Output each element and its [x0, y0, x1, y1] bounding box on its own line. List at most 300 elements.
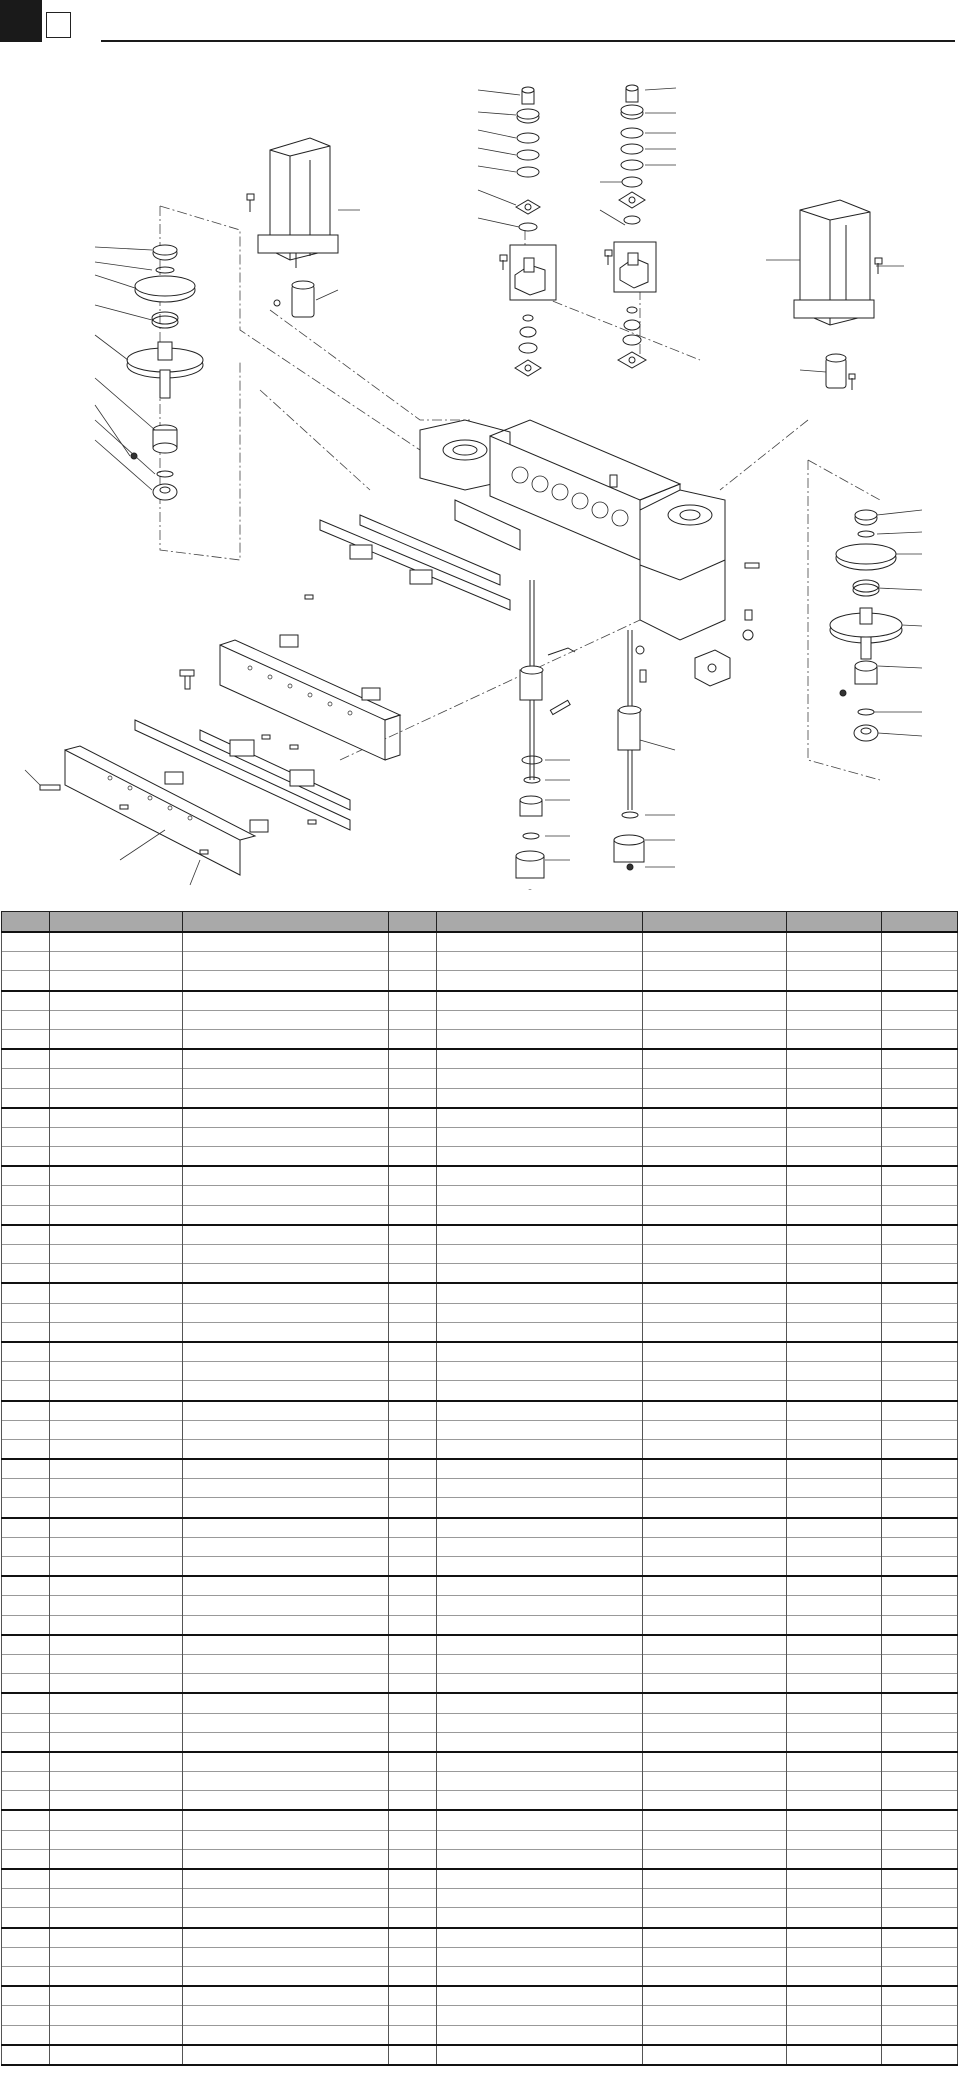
table-row — [2, 1693, 958, 1713]
table-cell — [389, 1303, 437, 1322]
main-housing-block-icon — [420, 420, 725, 640]
table-cell — [2, 1537, 50, 1556]
table-cell — [389, 2006, 437, 2025]
table-cell — [882, 1732, 958, 1752]
table-cell — [882, 1889, 958, 1908]
table-row — [2, 1732, 958, 1752]
table-cell — [437, 1264, 643, 1284]
table-cell — [787, 1127, 882, 1146]
table-cell — [183, 1479, 389, 1498]
table-row — [2, 1205, 958, 1225]
table-row — [2, 1049, 958, 1069]
table-cell — [183, 1889, 389, 1908]
table-cell — [183, 1088, 389, 1108]
table-cell — [183, 1439, 389, 1459]
table-cell — [389, 1537, 437, 1556]
table-cell — [50, 1381, 183, 1401]
table-row — [2, 1869, 958, 1889]
table-cell — [2, 1713, 50, 1732]
table-cell — [787, 1479, 882, 1498]
table-cell — [787, 1518, 882, 1538]
table-cell — [643, 1127, 787, 1146]
table-row — [2, 1245, 958, 1264]
table-cell — [882, 1283, 958, 1303]
table-cell — [787, 1654, 882, 1673]
table-cell — [882, 1264, 958, 1284]
table-cell — [183, 1166, 389, 1186]
table-cell — [2, 1264, 50, 1284]
table-cell — [389, 1322, 437, 1342]
table-cell — [2, 1947, 50, 1966]
table-row — [2, 1088, 958, 1108]
table-row — [2, 2006, 958, 2025]
table-cell — [882, 991, 958, 1011]
table-cell — [882, 1869, 958, 1889]
table-cell — [437, 1303, 643, 1322]
table-cell — [183, 1693, 389, 1713]
table-cell — [882, 1088, 958, 1108]
table-cell — [882, 1245, 958, 1264]
right-servo-motor-icon — [794, 200, 882, 390]
table-cell — [2, 1986, 50, 2006]
table-cell — [389, 1108, 437, 1128]
table-cell — [389, 991, 437, 1011]
table-cell — [389, 1732, 437, 1752]
table-cell — [643, 1849, 787, 1869]
table-cell — [882, 1713, 958, 1732]
right-ball-screw-icon — [614, 630, 644, 870]
table-cell — [643, 1264, 787, 1284]
table-cell — [787, 1869, 882, 1889]
table-cell — [787, 1947, 882, 1966]
table-row — [2, 1479, 958, 1498]
table-cell — [437, 1439, 643, 1459]
table-row — [2, 932, 958, 952]
table-cell — [437, 1108, 643, 1128]
table-cell — [389, 1928, 437, 1948]
table-cell — [787, 1049, 882, 1069]
table-cell — [437, 1810, 643, 1830]
table-cell — [437, 1537, 643, 1556]
table-cell — [437, 1674, 643, 1694]
table-cell — [437, 2025, 643, 2045]
table-cell — [2, 1362, 50, 1381]
table-cell — [50, 1518, 183, 1538]
table-cell — [437, 1928, 643, 1948]
table-cell — [882, 1752, 958, 1772]
table-cell — [437, 1557, 643, 1577]
table-cell — [437, 1029, 643, 1049]
table-cell — [50, 1147, 183, 1167]
table-cell — [643, 1322, 787, 1342]
table-cell — [50, 1029, 183, 1049]
table-row — [2, 1557, 958, 1577]
table-cell — [882, 952, 958, 971]
table-cell — [882, 1049, 958, 1069]
table-row — [2, 1303, 958, 1322]
table-cell — [643, 1498, 787, 1518]
table-cell — [643, 1615, 787, 1635]
table-cell — [389, 2025, 437, 2045]
table-cell — [882, 1791, 958, 1811]
table-cell — [2, 1010, 50, 1029]
table-cell — [437, 1049, 643, 1069]
column-header — [787, 912, 882, 933]
parts-list-table — [1, 911, 958, 2066]
table-cell — [389, 1791, 437, 1811]
table-cell — [437, 1752, 643, 1772]
table-cell — [643, 1889, 787, 1908]
table-cell — [787, 1849, 882, 1869]
table-cell — [437, 2045, 643, 2065]
table-cell — [437, 1342, 643, 1362]
table-cell — [183, 1947, 389, 1966]
table-cell — [643, 1166, 787, 1186]
table-cell — [787, 1420, 882, 1439]
table-cell — [437, 1615, 643, 1635]
table-cell — [2, 1401, 50, 1421]
table-cell — [643, 1986, 787, 2006]
table-cell — [183, 1342, 389, 1362]
table-cell — [183, 1966, 389, 1986]
table-cell — [787, 1772, 882, 1791]
table-cell — [50, 1420, 183, 1439]
table-cell — [643, 1908, 787, 1928]
table-cell — [437, 1459, 643, 1479]
table-cell — [183, 1245, 389, 1264]
table-cell — [183, 2006, 389, 2025]
table-cell — [50, 1245, 183, 1264]
table-row — [2, 1849, 958, 1869]
right-spindle-stack-icon — [830, 510, 902, 741]
table-cell — [2, 1245, 50, 1264]
table-cell — [882, 1966, 958, 1986]
table-cell — [882, 932, 958, 952]
table-cell — [2, 1693, 50, 1713]
table-cell — [787, 1459, 882, 1479]
table-cell — [787, 1674, 882, 1694]
table-cell — [882, 1147, 958, 1167]
table-cell — [50, 1635, 183, 1655]
table-cell — [437, 1713, 643, 1732]
table-cell — [882, 2045, 958, 2065]
table-cell — [50, 1362, 183, 1381]
table-cell — [437, 1498, 643, 1518]
table-cell — [183, 1010, 389, 1029]
table-cell — [183, 1362, 389, 1381]
table-cell — [389, 1557, 437, 1577]
table-cell — [50, 1342, 183, 1362]
table-cell — [50, 2045, 183, 2065]
table-cell — [882, 1166, 958, 1186]
table-cell — [389, 1283, 437, 1303]
table-cell — [437, 1830, 643, 1849]
table-cell — [643, 932, 787, 952]
table-cell — [787, 1928, 882, 1948]
table-cell — [389, 1596, 437, 1615]
table-cell — [2, 1966, 50, 1986]
table-cell — [437, 1869, 643, 1889]
table-cell — [787, 2025, 882, 2045]
table-cell — [643, 1186, 787, 1205]
table-cell — [2, 1439, 50, 1459]
table-cell — [787, 1791, 882, 1811]
table-cell — [50, 1186, 183, 1205]
table-cell — [183, 932, 389, 952]
right-center-spindle-stack-icon — [605, 85, 656, 368]
table-cell — [183, 1596, 389, 1615]
table-cell — [882, 1108, 958, 1128]
table-cell — [643, 2045, 787, 2065]
table-cell — [183, 1576, 389, 1596]
table-cell — [437, 1518, 643, 1538]
table-cell — [389, 1479, 437, 1498]
table-cell — [437, 2006, 643, 2025]
table-cell — [50, 1166, 183, 1186]
table-cell — [2, 952, 50, 971]
table-cell — [183, 1069, 389, 1088]
table-cell — [882, 1674, 958, 1694]
table-cell — [787, 1498, 882, 1518]
table-cell — [389, 1518, 437, 1538]
center-spindle-stack-icon — [500, 87, 556, 376]
table-cell — [183, 2045, 389, 2065]
table-cell — [50, 1283, 183, 1303]
table-cell — [882, 1322, 958, 1342]
table-cell — [2, 1186, 50, 1205]
table-cell — [787, 1108, 882, 1128]
table-cell — [882, 1654, 958, 1673]
table-cell — [882, 1362, 958, 1381]
table-cell — [643, 1029, 787, 1049]
table-cell — [643, 1537, 787, 1556]
table-cell — [2, 1322, 50, 1342]
table-cell — [2, 1498, 50, 1518]
table-cell — [389, 1264, 437, 1284]
table-cell — [643, 1342, 787, 1362]
column-header — [2, 912, 50, 933]
table-cell — [389, 1459, 437, 1479]
table-cell — [389, 1381, 437, 1401]
table-cell — [643, 1303, 787, 1322]
table-cell — [437, 1479, 643, 1498]
table-cell — [437, 1069, 643, 1088]
table-cell — [50, 971, 183, 991]
table-cell — [882, 1537, 958, 1556]
table-cell — [183, 1420, 389, 1439]
table-cell — [882, 1772, 958, 1791]
table-cell — [787, 1810, 882, 1830]
table-cell — [643, 1732, 787, 1752]
table-cell — [787, 1283, 882, 1303]
table-cell — [2, 991, 50, 1011]
table-cell — [50, 1674, 183, 1694]
table-cell — [183, 1986, 389, 2006]
table-cell — [389, 1615, 437, 1635]
table-cell — [882, 1947, 958, 1966]
table-cell — [2, 1849, 50, 1869]
table-row — [2, 1264, 958, 1284]
table-cell — [643, 1966, 787, 1986]
table-cell — [50, 1830, 183, 1849]
table-cell — [389, 1439, 437, 1459]
table-cell — [882, 1479, 958, 1498]
table-cell — [882, 1010, 958, 1029]
table-cell — [183, 1205, 389, 1225]
table-cell — [183, 1303, 389, 1322]
table-cell — [643, 1362, 787, 1381]
table-cell — [2, 1576, 50, 1596]
table-cell — [643, 1069, 787, 1088]
table-cell — [882, 2006, 958, 2025]
table-cell — [787, 1713, 882, 1732]
table-cell — [183, 1537, 389, 1556]
table-cell — [389, 1830, 437, 1849]
table-cell — [643, 2025, 787, 2045]
table-row — [2, 1791, 958, 1811]
table-cell — [437, 1127, 643, 1146]
table-row — [2, 1029, 958, 1049]
table-cell — [643, 1108, 787, 1128]
table-row — [2, 1596, 958, 1615]
table-cell — [389, 1127, 437, 1146]
section-checkbox — [46, 12, 71, 38]
table-cell — [50, 1889, 183, 1908]
table-cell — [882, 1342, 958, 1362]
table-cell — [183, 991, 389, 1011]
table-cell — [787, 1908, 882, 1928]
table-cell — [787, 991, 882, 1011]
table-cell — [183, 1225, 389, 1245]
table-cell — [437, 1576, 643, 1596]
table-cell — [787, 1615, 882, 1635]
table-cell — [183, 1401, 389, 1421]
table-cell — [643, 1947, 787, 1966]
table-cell — [437, 1088, 643, 1108]
table-cell — [389, 1849, 437, 1869]
table-row — [2, 2025, 958, 2045]
table-cell — [183, 1772, 389, 1791]
table-cell — [50, 1576, 183, 1596]
table-row — [2, 1498, 958, 1518]
table-cell — [437, 1322, 643, 1342]
table-cell — [50, 1127, 183, 1146]
table-cell — [389, 1635, 437, 1655]
table-cell — [183, 1849, 389, 1869]
table-cell — [183, 1752, 389, 1772]
table-cell — [2, 1557, 50, 1577]
table-cell — [2, 1205, 50, 1225]
table-cell — [50, 1322, 183, 1342]
table-cell — [2, 1635, 50, 1655]
table-cell — [882, 1127, 958, 1146]
table-cell — [643, 1869, 787, 1889]
table-cell — [437, 1362, 643, 1381]
table-cell — [643, 1381, 787, 1401]
table-row — [2, 1127, 958, 1146]
table-cell — [183, 971, 389, 991]
table-cell — [50, 1908, 183, 1928]
table-cell — [643, 1654, 787, 1673]
exploded-parts-diagram — [0, 60, 958, 890]
table-cell — [389, 1869, 437, 1889]
table-cell — [183, 1264, 389, 1284]
table-cell — [389, 1166, 437, 1186]
column-header — [643, 912, 787, 933]
table-cell — [787, 1830, 882, 1849]
table-cell — [2, 1342, 50, 1362]
table-cell — [2, 1596, 50, 1615]
table-cell — [183, 1498, 389, 1518]
table-cell — [437, 991, 643, 1011]
table-cell — [2, 1732, 50, 1752]
table-row — [2, 1537, 958, 1556]
column-header — [389, 912, 437, 933]
table-cell — [643, 1518, 787, 1538]
table-cell — [389, 1342, 437, 1362]
table-row — [2, 1908, 958, 1928]
table-cell — [787, 2006, 882, 2025]
table-cell — [643, 1635, 787, 1655]
table-cell — [2, 2025, 50, 2045]
table-cell — [437, 1947, 643, 1966]
table-row — [2, 1928, 958, 1948]
table-cell — [183, 1713, 389, 1732]
table-cell — [437, 1147, 643, 1167]
table-cell — [183, 1791, 389, 1811]
table-cell — [787, 1029, 882, 1049]
table-cell — [437, 1693, 643, 1713]
table-cell — [2, 1654, 50, 1673]
section-tab-marker — [0, 0, 42, 42]
table-cell — [437, 1772, 643, 1791]
table-row — [2, 1439, 958, 1459]
table-cell — [50, 1966, 183, 1986]
table-cell — [643, 1791, 787, 1811]
table-cell — [50, 1205, 183, 1225]
table-cell — [437, 1986, 643, 2006]
left-ball-screw-icon — [516, 580, 544, 890]
table-cell — [643, 1225, 787, 1245]
table-cell — [643, 1010, 787, 1029]
table-cell — [183, 1029, 389, 1049]
table-cell — [389, 1049, 437, 1069]
table-cell — [389, 1889, 437, 1908]
table-cell — [389, 932, 437, 952]
table-cell — [882, 1596, 958, 1615]
table-cell — [882, 971, 958, 991]
table-cell — [389, 1186, 437, 1205]
table-row — [2, 1108, 958, 1128]
table-cell — [2, 1127, 50, 1146]
table-cell — [2, 932, 50, 952]
parts-table-body — [2, 932, 958, 2065]
table-cell — [787, 1245, 882, 1264]
table-cell — [50, 1069, 183, 1088]
table-cell — [50, 1010, 183, 1029]
table-cell — [389, 952, 437, 971]
table-cell — [389, 1362, 437, 1381]
table-row — [2, 991, 958, 1011]
table-row — [2, 1381, 958, 1401]
table-cell — [787, 1186, 882, 1205]
table-cell — [389, 1088, 437, 1108]
table-cell — [882, 1830, 958, 1849]
table-row — [2, 1283, 958, 1303]
table-cell — [787, 971, 882, 991]
table-cell — [437, 1245, 643, 1264]
table-cell — [50, 1615, 183, 1635]
